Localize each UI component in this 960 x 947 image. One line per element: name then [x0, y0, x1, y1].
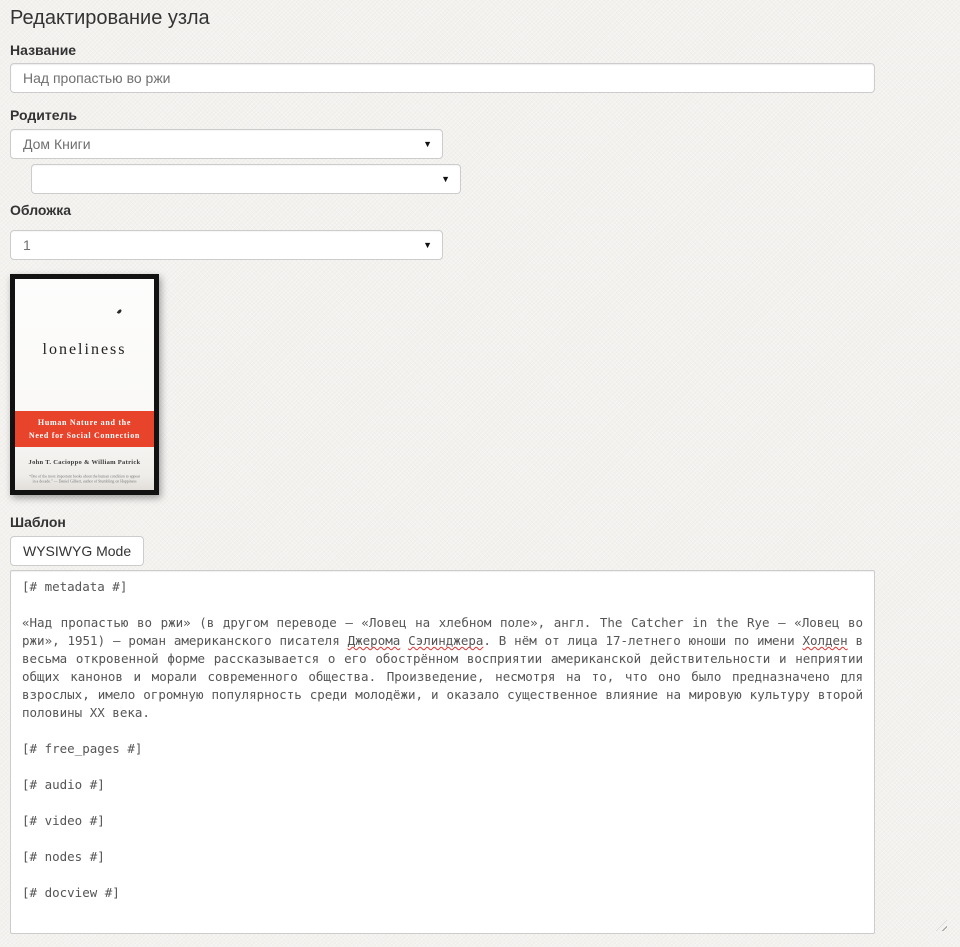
chevron-down-icon: ▼ [441, 174, 450, 184]
template-label: Шаблон [10, 514, 66, 530]
resize-handle[interactable] [936, 920, 947, 931]
template-editor[interactable]: [# metadata #] «Над пропастью во ржи» (в другом переводе — «Ловец на хлебном поле», англ. The Catcher in the Rye — «Ловец во ржи», 1951) — роман американского писателя Джерома Сэлинджера. В нём от лица 17-летнего юноши по имени Холден в весьма откровенной форме рассказывается о его обострённом восприятии американской действительности и неприятии общих канонов и морали современного общества. Произведение, несмотря на то, что оно было предназначено для взрослых, имело огромную популярность среди молодёжи, и оказало существенное влияние на мировую культуру второй половины XX века. [# free_pages #] [# audio #] [# video #] [# nodes #] [# docview #] [10, 570, 875, 934]
cover-band-line2: Need for Social Connection [28, 431, 141, 440]
name-label: Название [10, 42, 77, 58]
name-input[interactable] [10, 63, 875, 93]
cover-preview-image [10, 274, 159, 495]
wysiwyg-mode-button[interactable]: WYSIWYG Mode [10, 536, 144, 566]
parent-select[interactable] [10, 129, 443, 159]
template-editor-wrap [10, 570, 950, 934]
cover-select-value: 1 [23, 237, 31, 253]
cover-band-line1: Human Nature and the [37, 418, 132, 427]
cover-book-title: loneliness [42, 341, 127, 358]
cover-authors: John T. Cacioppo & William Patrick [28, 459, 141, 466]
cover-quote-line2: in a decade.” — Daniel Gilbert, author of Stumbling on Happiness [32, 479, 137, 484]
page-title: Редактирование узла [10, 7, 210, 29]
parent-child-select[interactable] [31, 164, 461, 194]
parent-label: Родитель [10, 107, 77, 123]
cover-select[interactable] [10, 230, 443, 260]
node-edit-page [0, 6, 960, 934]
cover-quote-line1: “One of the most important books about the human condition to appear [28, 474, 141, 479]
cover-red-band [15, 411, 154, 447]
parent-select-value: Дом Книги [23, 136, 91, 152]
cover-quote [15, 474, 153, 484]
cover-label: Обложка [10, 202, 71, 218]
chevron-down-icon: ▼ [423, 240, 432, 250]
bird-icon [117, 309, 123, 315]
chevron-down-icon: ▼ [423, 139, 432, 149]
